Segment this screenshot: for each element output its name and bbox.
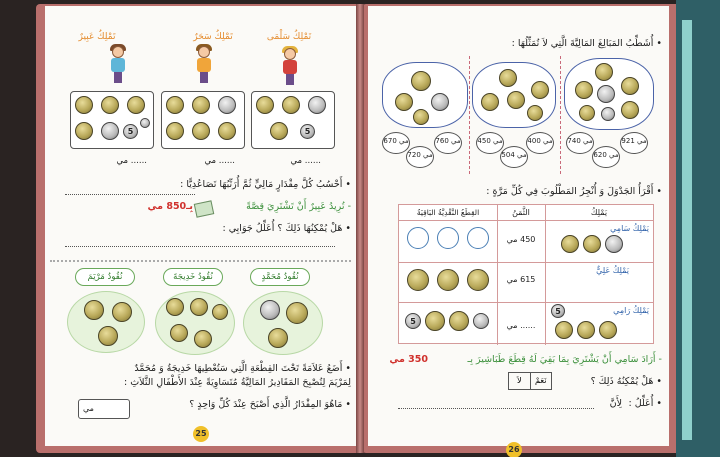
coin-icon bbox=[75, 96, 93, 114]
question-can-he: • هَلْ يُمْكِنُهُ ذَلِكَ ؟ bbox=[590, 376, 662, 387]
left-page bbox=[45, 6, 356, 446]
empty-coin-slot[interactable] bbox=[407, 227, 429, 249]
label-mohamed: نُقُودُ مُحَمَّدٍ bbox=[250, 268, 310, 286]
coin-icon bbox=[481, 93, 499, 111]
coin-icon bbox=[595, 63, 613, 81]
silver-coin-icon bbox=[473, 313, 489, 329]
option-740[interactable]: 740 مي bbox=[566, 132, 594, 154]
coin-5-icon: 5 bbox=[300, 124, 315, 139]
coin-icon bbox=[499, 69, 517, 87]
header-remaining: القِطَعُ النَّقْدِيَّةُ البَاقِيَةُ bbox=[416, 208, 480, 217]
option-504[interactable]: 504 مي bbox=[500, 146, 528, 168]
question-chalk: - أَرَادَ سَامِي أَنْ يَشْتَرِيَ بِمَا بَقِيَ لَهُ قِطَعَ طَبَاشِيرَ بِـ bbox=[467, 354, 662, 365]
coin-icon bbox=[437, 269, 459, 291]
question-abir-story: - تُرِيدُ عَبِيرٌ أَنْ تَشْتَرِيَ قِصَّةً bbox=[246, 201, 351, 212]
no-option[interactable]: لاَ bbox=[509, 373, 531, 389]
question-amount-each: • مَاهُوَ المِقْدَارُ الَّذِي أَصْبَحَ عِنْدَ كُلِّ وَاحِدٍ ؟ bbox=[189, 399, 351, 410]
header-owns: يَمْلِكُ bbox=[590, 208, 608, 217]
coin-icon bbox=[170, 324, 188, 342]
coin-icon bbox=[413, 109, 429, 125]
owner-sami: يَمْلِكُ سَامِي bbox=[610, 224, 649, 233]
coin-icon bbox=[555, 321, 573, 339]
coin-icon bbox=[166, 96, 184, 114]
amount-abir[interactable]: ...... مي bbox=[116, 156, 147, 166]
amount-salma[interactable]: ...... مي bbox=[290, 156, 321, 166]
price-rami[interactable]: ...... مي bbox=[506, 321, 536, 330]
coins-box-salma bbox=[251, 91, 335, 149]
coin-icon bbox=[190, 298, 208, 316]
answer-box[interactable] bbox=[78, 399, 130, 419]
book-spine bbox=[356, 4, 364, 453]
silver-coin-icon bbox=[101, 122, 119, 140]
coins-cloud-1 bbox=[382, 62, 468, 128]
empty-coin-slot[interactable] bbox=[437, 227, 459, 249]
coin-icon bbox=[599, 321, 617, 339]
coin-icon bbox=[575, 81, 593, 99]
coin-icon bbox=[192, 122, 210, 140]
option-620[interactable]: 620 مي bbox=[592, 146, 620, 168]
right-page bbox=[368, 6, 669, 454]
silver-coin-icon bbox=[431, 93, 449, 111]
coin-5-icon: 5 bbox=[551, 304, 565, 318]
question-justify: • أُعَلِّلُ : bbox=[628, 398, 662, 409]
divider bbox=[560, 56, 561, 174]
coin-icon bbox=[449, 311, 469, 331]
girl-sahar-icon bbox=[193, 44, 215, 84]
coin-icon bbox=[256, 96, 274, 114]
coin-icon bbox=[282, 96, 300, 114]
coin-icon bbox=[583, 235, 601, 253]
coin-icon bbox=[212, 304, 228, 320]
price-sami: 450 مي bbox=[506, 235, 536, 244]
silver-coin-icon bbox=[308, 96, 326, 114]
coin-icon bbox=[218, 122, 236, 140]
silver-coin-icon bbox=[218, 96, 236, 114]
binding-tape bbox=[676, 0, 720, 457]
coin-icon bbox=[621, 77, 639, 95]
option-400[interactable]: 400 مي bbox=[526, 132, 554, 154]
page-number-left: 25 bbox=[193, 426, 209, 442]
option-720[interactable]: 720 مي bbox=[406, 146, 434, 168]
label-maryam: نُقُودُ مَرْيَمَ bbox=[75, 268, 135, 286]
header-price: الثَّمَنُ bbox=[512, 208, 530, 217]
silver-coin-icon bbox=[605, 235, 623, 253]
answer-line[interactable] bbox=[398, 408, 594, 409]
silver-coin-icon bbox=[601, 107, 615, 121]
coin-5-icon: 5 bbox=[405, 313, 421, 329]
coin-5-icon: 5 bbox=[123, 124, 138, 139]
empty-coin-slot[interactable] bbox=[467, 227, 489, 249]
money-oval-khadija bbox=[155, 291, 235, 355]
coin-icon bbox=[561, 235, 579, 253]
yes-option[interactable]: نَعَمْ bbox=[535, 376, 547, 385]
coin-icon bbox=[270, 122, 288, 140]
question-mark-coin-1: • أَضَعُ عَلاَمَةً تَحْتَ القِطْعَةِ الَّتِي سَتُعْطِيهَا خَدِيجَةُ وَ مُحَمَّدٌ bbox=[134, 363, 351, 374]
coin-icon bbox=[75, 122, 93, 140]
coins-box-abir bbox=[70, 91, 154, 149]
coin-icon bbox=[101, 96, 119, 114]
question-read-table: • أَقْرَأُ الجَدْوَلَ وَ أُنْجِزُ المَطْلُوبَ فِي كُلِّ مَرَّةٍ : bbox=[486, 186, 662, 197]
column-line bbox=[545, 205, 546, 345]
coin-icon bbox=[192, 96, 210, 114]
question-can-she: • هَلْ يُمْكِنُهَا ذَلِكَ ؟ أُعَلِّلُ جَوَابِي : bbox=[222, 223, 351, 234]
page-number-right: 26 bbox=[506, 442, 522, 457]
coin-icon bbox=[112, 302, 132, 322]
coin-icon bbox=[286, 302, 308, 324]
coin-icon bbox=[467, 269, 489, 291]
yes-no-box bbox=[508, 372, 552, 390]
table-frame bbox=[398, 204, 654, 344]
column-line bbox=[497, 205, 498, 345]
coins-cloud-3 bbox=[564, 58, 654, 130]
coin-icon bbox=[395, 93, 413, 111]
kid-label-sahar: تَمْلِكُ سَحَرٌ bbox=[193, 32, 233, 42]
section-divider bbox=[50, 260, 351, 262]
coin-icon bbox=[621, 101, 639, 119]
banknote-icon bbox=[194, 200, 215, 217]
amount-sahar[interactable]: ...... مي bbox=[204, 156, 235, 166]
answer-line[interactable] bbox=[65, 194, 195, 195]
question-mark-coin-2: لِمَرْيَمَ لِتُصْبِحَ المَقَادِيرُ المَالِيَّةُ مُتَسَاوِيَةً عِنْدَ الأَطْفَالِ الثَّلاَثِ : bbox=[124, 377, 351, 388]
small-coin-icon bbox=[140, 118, 150, 128]
coins-box-sahar bbox=[161, 91, 245, 149]
coin-icon bbox=[84, 300, 104, 320]
owner-ali: يَمْلِكُ عَلِيٌّ bbox=[596, 266, 629, 275]
answer-line[interactable] bbox=[65, 246, 335, 247]
coin-icon bbox=[166, 298, 184, 316]
coin-icon bbox=[194, 330, 212, 348]
coin-icon bbox=[166, 122, 184, 140]
option-450[interactable]: 450 مي bbox=[476, 132, 504, 154]
coin-icon bbox=[577, 321, 595, 339]
option-670[interactable]: 670 مي bbox=[382, 132, 410, 154]
answer-unit: مي bbox=[83, 404, 94, 413]
price-ali: 615 مي bbox=[506, 275, 536, 284]
girl-salma-icon bbox=[279, 46, 301, 86]
option-921[interactable]: 921 مي bbox=[620, 132, 648, 154]
money-oval-mohamed bbox=[243, 291, 323, 355]
coin-icon bbox=[425, 311, 445, 331]
chalk-price: 350 مي bbox=[389, 354, 428, 365]
coin-icon bbox=[579, 105, 595, 121]
question-calc-order: • أَحْسُبُ كُلَّ مِقْدَارٍ مَالِيٍّ ثُمَّ أُرَتِّبُهَا تَصَاعُدِيًّا : bbox=[180, 179, 351, 190]
girl-abir-icon bbox=[107, 44, 129, 84]
coin-icon bbox=[268, 328, 288, 348]
coins-cloud-2 bbox=[472, 62, 556, 128]
coin-icon bbox=[411, 71, 431, 91]
coin-icon bbox=[127, 96, 145, 114]
owner-rami: يَمْلِكُ رَامِي bbox=[613, 306, 649, 315]
question-cross-out: • أُشَطِّبُ المَبَالِغَ المَالِيَّةَ الَّتِي لاَ تُمَثِّلُهَا : bbox=[511, 38, 662, 49]
justify-because: لِأَنَّ bbox=[609, 398, 622, 409]
coin-icon bbox=[507, 91, 525, 109]
kid-label-salma: تَمْلِكُ سَلْمَى bbox=[266, 32, 312, 42]
coin-icon bbox=[527, 105, 543, 121]
silver-coin-icon bbox=[260, 300, 280, 320]
coin-icon bbox=[98, 326, 118, 346]
coin-icon bbox=[531, 81, 549, 99]
label-khadija: نُقُودُ خَدِيجَةَ bbox=[163, 268, 223, 286]
divider bbox=[469, 56, 470, 174]
option-760[interactable]: 760 مي bbox=[434, 132, 462, 154]
kid-label-abir: تَمْلِكُ عَبِيرٌ bbox=[78, 32, 116, 42]
story-price: بِـ850 مي bbox=[147, 201, 193, 212]
coin-icon bbox=[407, 269, 429, 291]
money-oval-maryam bbox=[67, 291, 145, 353]
silver-coin-icon bbox=[597, 85, 615, 103]
